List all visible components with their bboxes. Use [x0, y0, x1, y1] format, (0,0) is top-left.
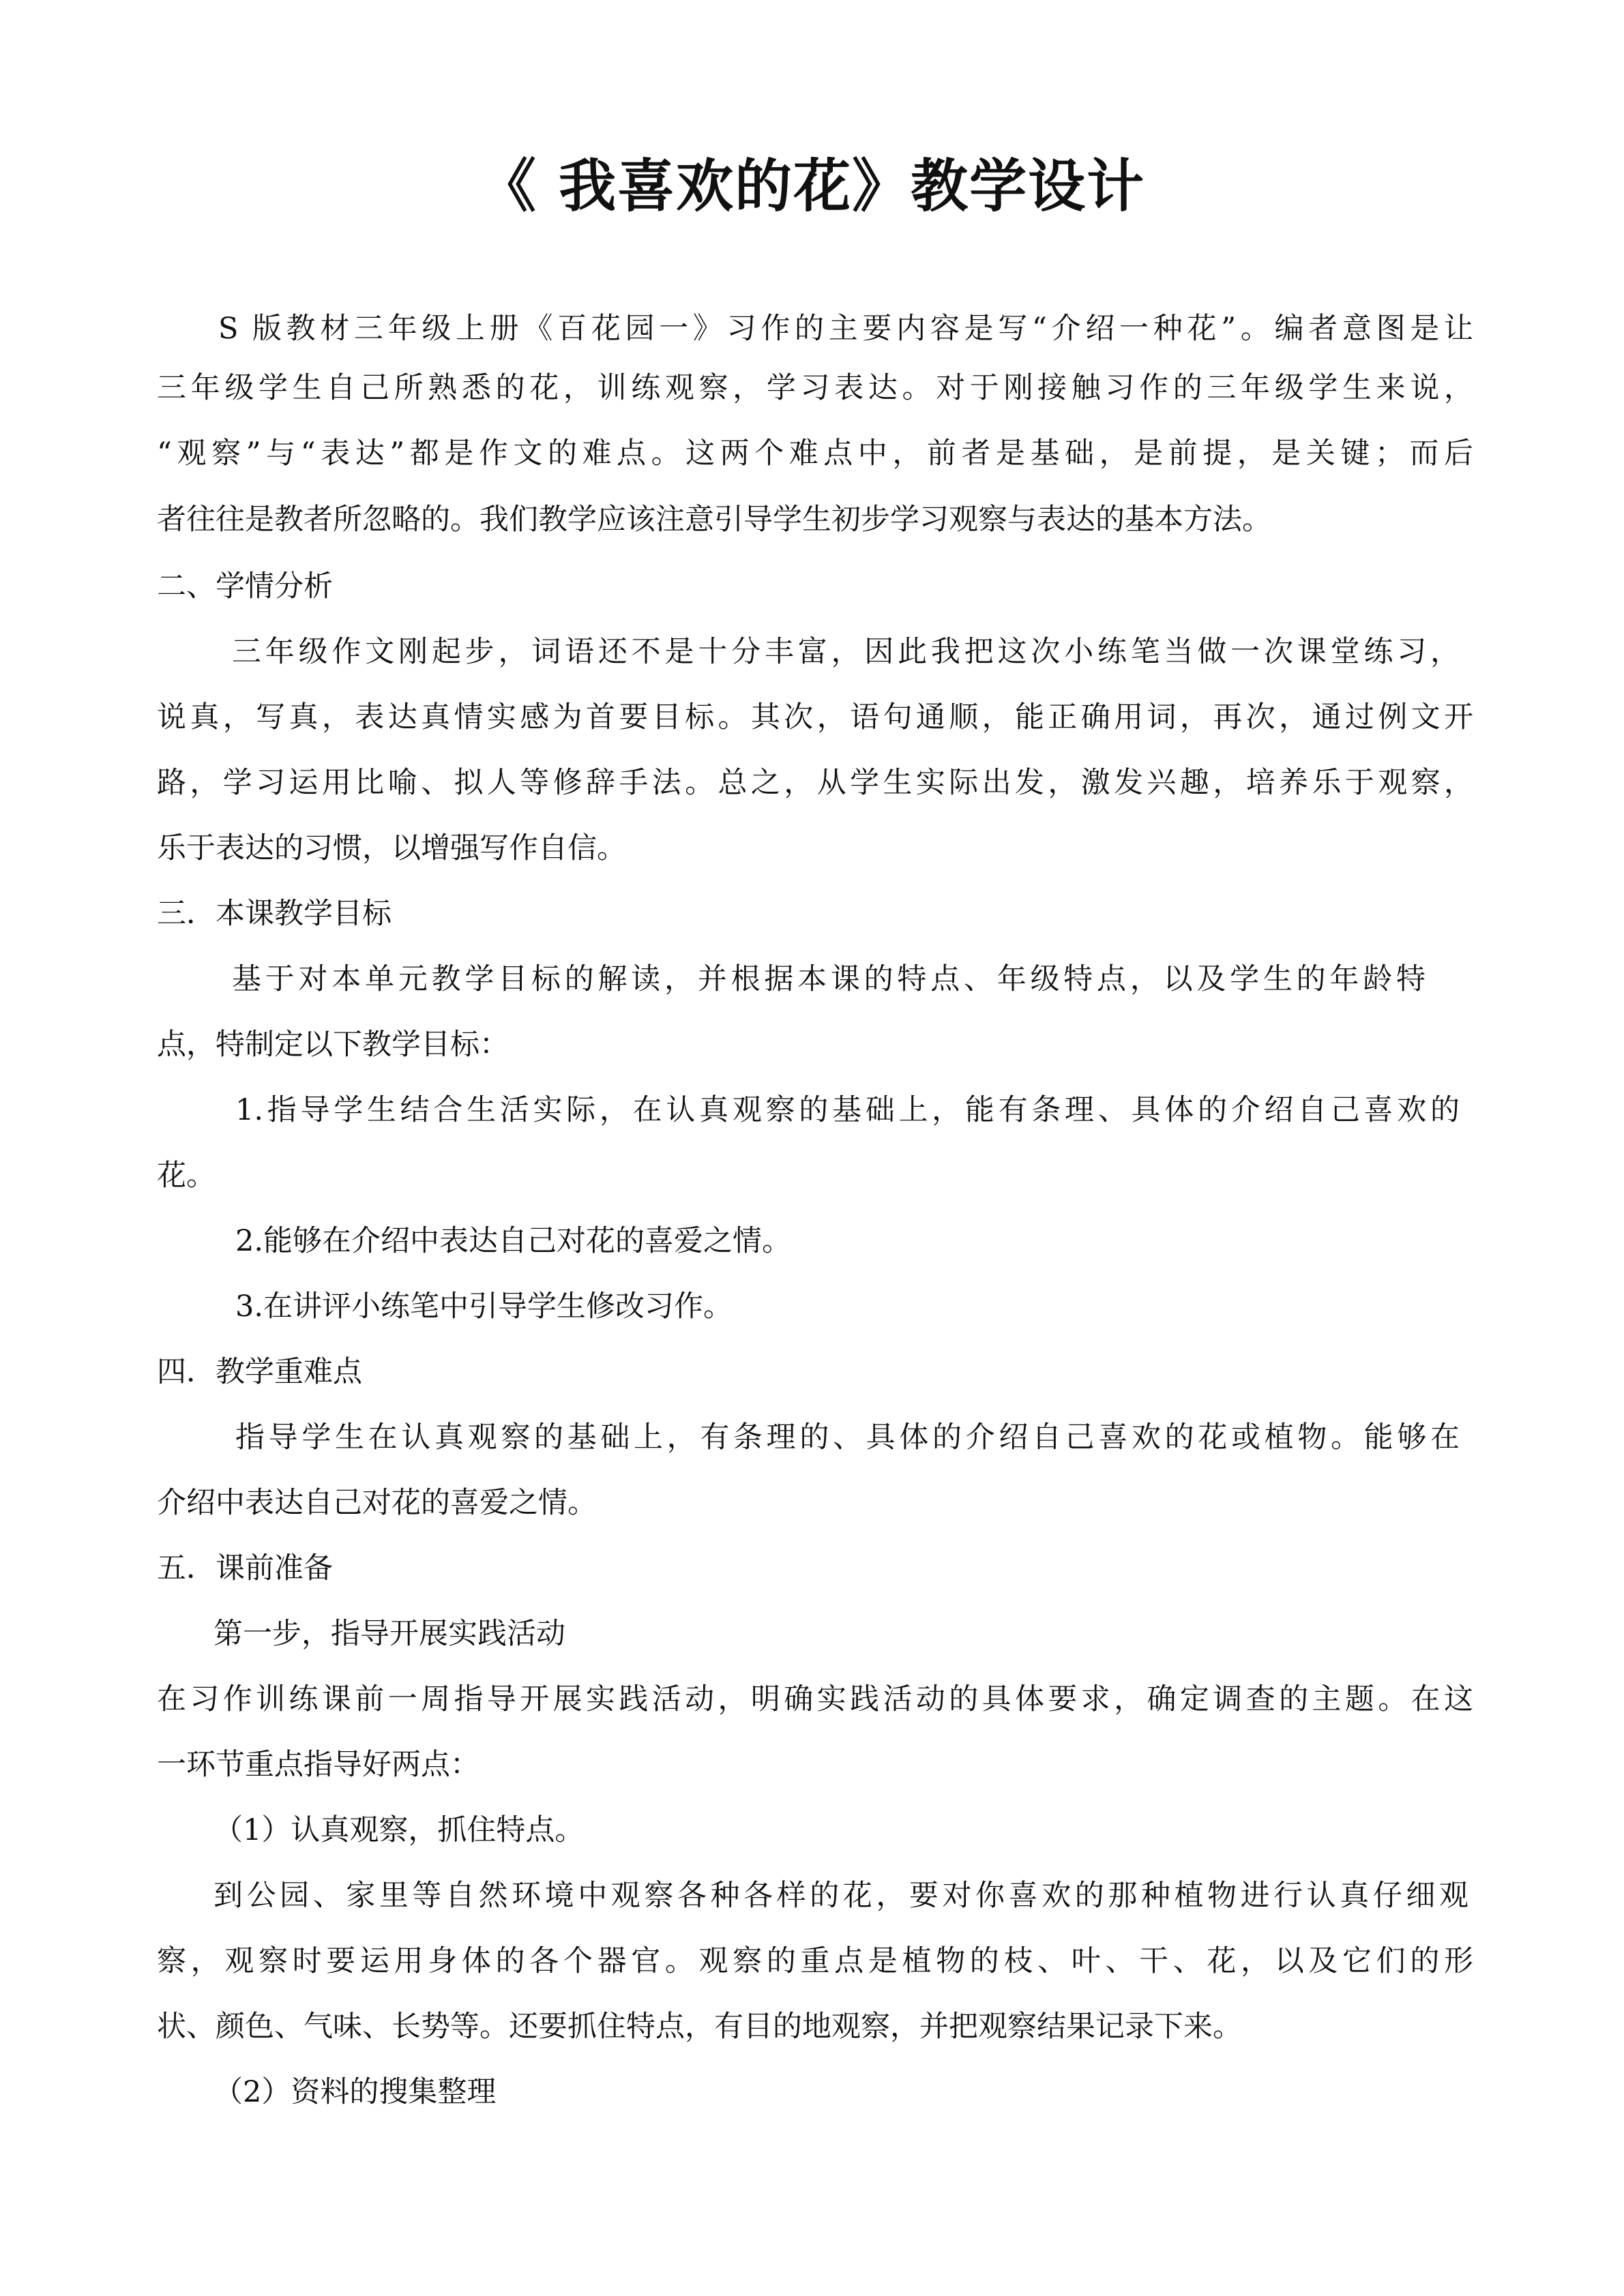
point-1-line-1: 到公园、家里等自然环境中观察各种各样的花，要对你喜欢的那种植物进行认真仔细观 [213, 1879, 1468, 1913]
goal-1-line-2: 花。 [157, 1159, 216, 1193]
goal-3: 3.在讲评小练笔中引导学生修改习作。 [235, 1289, 733, 1324]
intro-line-3: “观察”与“表达”都是作文的难点。这两个难点中，前者是基础，是前提，是关键；而后 [157, 436, 1473, 471]
section-heading-key-difficulties: 四．教学重难点 [157, 1355, 362, 1389]
document-title: 《 我喜欢的花》教学设计 [478, 152, 1146, 220]
step-1-line-2: 一环节重点指导好两点： [157, 1748, 479, 1782]
section3-line-2: 点，特制定以下教学目标： [157, 1028, 509, 1062]
goal-2: 2.能够在介绍中表达自己对花的喜爱之情。 [235, 1224, 792, 1258]
section2-line-2: 说真，写真，表达真情实感为首要目标。其次，语句通顺，能正确用词，再次，通过例文开 [157, 700, 1473, 734]
section4-line-1: 指导学生在认真观察的基础上，有条理的、具体的介绍自己喜欢的花或植物。能够在 [235, 1420, 1460, 1455]
intro-line-4: 者往往是教者所忽略的。我们教学应该注意引导学生初步学习观察与表达的基本方法。 [157, 503, 1271, 537]
point-1-line-2: 察，观察时要运用身体的各个器官。观察的重点是植物的枝、叶、干、花，以及它们的形 [157, 1944, 1473, 1978]
intro-line-2: 三年级学生自己所熟悉的花，训练观察，学习表达。对于刚接触习作的三年级学生来说， [157, 371, 1473, 405]
point-1-line-3: 状、颜色、气味、长势等。还要抓住特点，有目的地观察，并把观察结果记录下来。 [157, 2010, 1242, 2044]
point-2-heading: （2）资料的搜集整理 [213, 2075, 497, 2109]
section-heading-learning-analysis: 二、学情分析 [157, 569, 333, 603]
step-1-line-1: 在习作训练课前一周指导开展实践活动，明确实践活动的具体要求，确定调查的主题。在这 [157, 1682, 1473, 1716]
goal-1-line-1: 1.指导学生结合生活实际，在认真观察的基础上，能有条理、具体的介绍自己喜欢的 [235, 1093, 1460, 1127]
section2-line-4: 乐于表达的习惯，以增强写作自信。 [157, 831, 626, 865]
point-1-heading: （1）认真观察，抓住特点。 [213, 1813, 585, 1847]
section-heading-teaching-goals: 三．本课教学目标 [157, 897, 392, 931]
section3-line-1: 基于对本单元教学目标的解读，并根据本课的特点、年级特点，以及学生的年龄特 [232, 962, 1426, 996]
section-heading-preparation: 五．课前准备 [157, 1551, 333, 1585]
section2-line-1: 三年级作文刚起步，词语还不是十分丰富，因此我把这次小练笔当做一次课堂练习， [232, 635, 1460, 669]
intro-line-1: S 版教材三年级上册《百花园一》习作的主要内容是写“介绍一种花”。编者意图是让 [218, 312, 1473, 346]
step-1-heading: 第一步，指导开展实践活动 [213, 1617, 565, 1651]
section4-line-2: 介绍中表达自己对花的喜爱之情。 [157, 1486, 597, 1520]
section2-line-3: 路，学习运用比喻、拟人等修辞手法。总之，从学生实际出发，激发兴趣，培养乐于观察， [157, 766, 1473, 800]
